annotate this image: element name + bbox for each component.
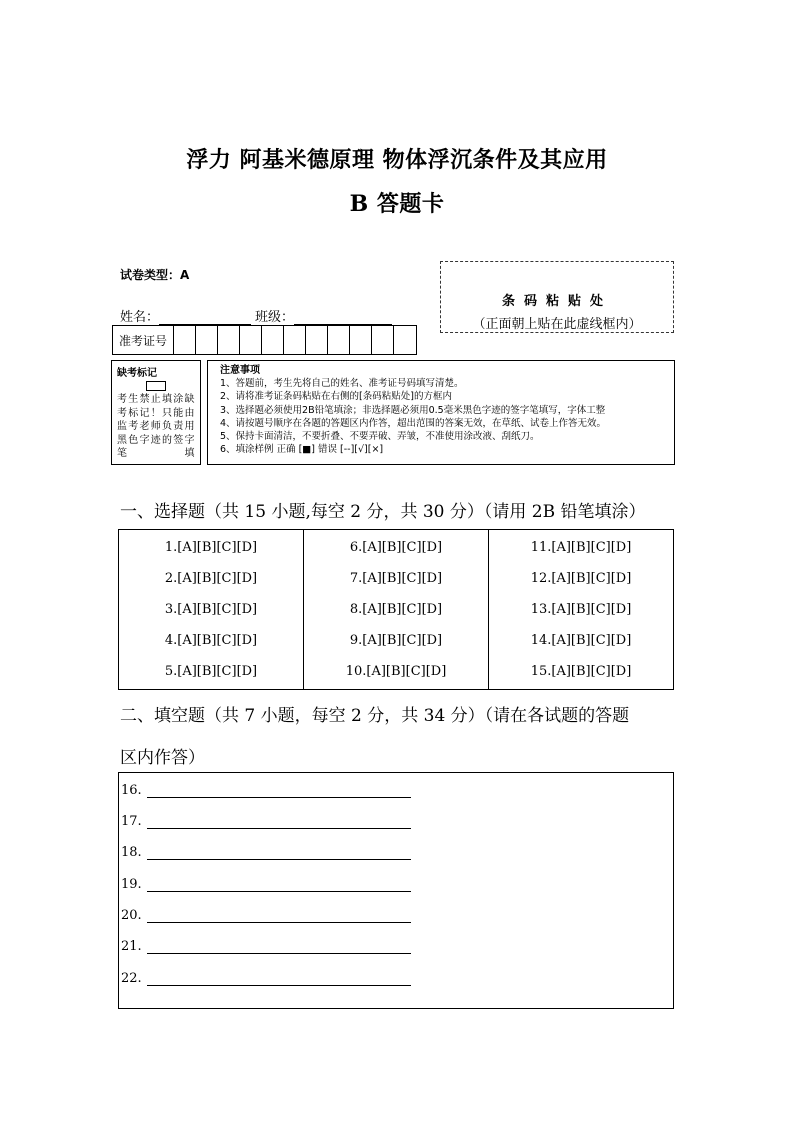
- choice-question[interactable]: 13.[A][B][C][D]: [530, 602, 632, 617]
- choice-column: [119, 530, 304, 689]
- fill-answer-line[interactable]: [147, 908, 411, 923]
- notes-item: 5、保持卡面清洁，不要折叠、不要弄破、弄皱，不准使用涂改液、刮纸刀。: [220, 431, 540, 443]
- ticket-label: 准考证号: [113, 326, 174, 354]
- ticket-digit-cell[interactable]: [394, 326, 416, 354]
- choice-question[interactable]: 14.[A][B][C][D]: [530, 633, 632, 648]
- fill-row: [121, 971, 411, 986]
- class-label: 班级：: [255, 310, 295, 325]
- fill-number: 22.: [121, 971, 142, 986]
- absent-mark-box: [111, 360, 201, 465]
- fill-answer-line[interactable]: [147, 939, 411, 954]
- ticket-digit-cell[interactable]: [306, 326, 328, 354]
- absent-instructions: 考生禁止填涂缺考标记！只能由监考老师负责用黑色字迹的签字笔填: [117, 394, 195, 459]
- fill-row: [121, 877, 411, 892]
- fill-row: [121, 783, 411, 798]
- fill-number: 18.: [121, 845, 142, 860]
- ticket-digit-cell[interactable]: [328, 326, 350, 354]
- absent-mark-checkbox[interactable]: [146, 381, 166, 391]
- choice-question[interactable]: 5.[A][B][C][D]: [164, 664, 258, 679]
- choice-question[interactable]: 11.[A][B][C][D]: [530, 540, 632, 555]
- choice-question[interactable]: 6.[A][B][C][D]: [349, 540, 443, 555]
- choice-question[interactable]: 2.[A][B][C][D]: [164, 571, 258, 586]
- notes-box: [207, 360, 675, 465]
- notes-item: 1、答题前，考生先将自己的姓名、准考证号码填写清楚。: [220, 378, 464, 390]
- name-label: 姓名：: [120, 310, 160, 325]
- fill-row: [121, 908, 411, 923]
- choice-question[interactable]: 10.[A][B][C][D]: [345, 664, 447, 679]
- fill-number: 16.: [121, 783, 142, 798]
- fill-answer-line[interactable]: [147, 877, 411, 892]
- fill-answer-line[interactable]: [147, 971, 411, 986]
- fill-answer-line[interactable]: [147, 783, 411, 798]
- section-fill-heading-line1: 二、填空题（共 7 小题，每空 2 分，共 34 分）（请在各试题的答题: [120, 706, 630, 726]
- name-field[interactable]: [159, 310, 251, 325]
- paper-type-label: 试卷类型：A: [120, 268, 190, 282]
- ticket-digit-cell[interactable]: [350, 326, 372, 354]
- ticket-digit-cell[interactable]: [372, 326, 394, 354]
- fill-row: [121, 845, 411, 860]
- fill-number: 17.: [121, 814, 142, 829]
- ticket-digit-cell[interactable]: [284, 326, 306, 354]
- class-field[interactable]: [294, 310, 392, 325]
- fill-in-area: [118, 772, 674, 1009]
- fill-row: [121, 814, 411, 829]
- notes-item: 6、填涂样例 正确 [■] 错误 [--][√][×]: [220, 444, 384, 456]
- choice-question[interactable]: 7.[A][B][C][D]: [349, 571, 443, 586]
- section-choice-heading: 一、选择题（共 15 小题,每空 2 分，共 30 分）（请用 2B 铅笔填涂）: [120, 502, 646, 522]
- choice-column: [489, 530, 673, 689]
- choice-question[interactable]: 9.[A][B][C][D]: [349, 633, 443, 648]
- barcode-area: [440, 261, 674, 333]
- choice-question[interactable]: 3.[A][B][C][D]: [164, 602, 258, 617]
- notes-title: 注意事项: [220, 365, 260, 376]
- barcode-title: 条码粘贴处: [501, 294, 612, 309]
- notes-item: 4、请按题号顺序在各题的答题区内作答，超出范围的答案无效，在草纸、试卷上作答无效。: [220, 417, 607, 429]
- choice-question[interactable]: 4.[A][B][C][D]: [164, 633, 258, 648]
- name-class-row: [120, 306, 392, 325]
- fill-number: 20.: [121, 908, 142, 923]
- choice-column: [304, 530, 489, 689]
- ticket-number-grid: [112, 325, 417, 355]
- section-fill-heading-line2: 区内作答）: [120, 748, 205, 768]
- fill-row: [121, 939, 411, 954]
- page-subtitle: B 答题卡: [349, 191, 445, 217]
- notes-item: 3、选择题必须使用2B铅笔填涂；非选择题必须用0.5毫米黑色字迹的签字笔填写，字体工整: [220, 404, 606, 416]
- notes-item: 2、请将准考证条码粘贴在右侧的[条码粘贴处]的方框内: [220, 391, 452, 403]
- choice-grid: [118, 529, 674, 690]
- choice-question[interactable]: 12.[A][B][C][D]: [530, 571, 632, 586]
- absent-title: 缺考标记: [117, 368, 157, 379]
- ticket-digit-cell[interactable]: [196, 326, 218, 354]
- fill-number: 19.: [121, 877, 142, 892]
- ticket-digit-cell[interactable]: [262, 326, 284, 354]
- ticket-digit-cell[interactable]: [240, 326, 262, 354]
- fill-number: 21.: [121, 939, 142, 954]
- ticket-digit-cell[interactable]: [218, 326, 240, 354]
- ticket-digit-cell[interactable]: [174, 326, 196, 354]
- barcode-subtitle: （正面朝上贴在此虚线框内）: [472, 317, 642, 332]
- fill-answer-line[interactable]: [147, 814, 411, 829]
- fill-answer-line[interactable]: [147, 845, 411, 860]
- choice-question[interactable]: 1.[A][B][C][D]: [164, 540, 258, 555]
- choice-question[interactable]: 15.[A][B][C][D]: [530, 664, 632, 679]
- page-title: 浮力 阿基米德原理 物体浮沉条件及其应用: [186, 147, 608, 173]
- choice-question[interactable]: 8.[A][B][C][D]: [349, 602, 443, 617]
